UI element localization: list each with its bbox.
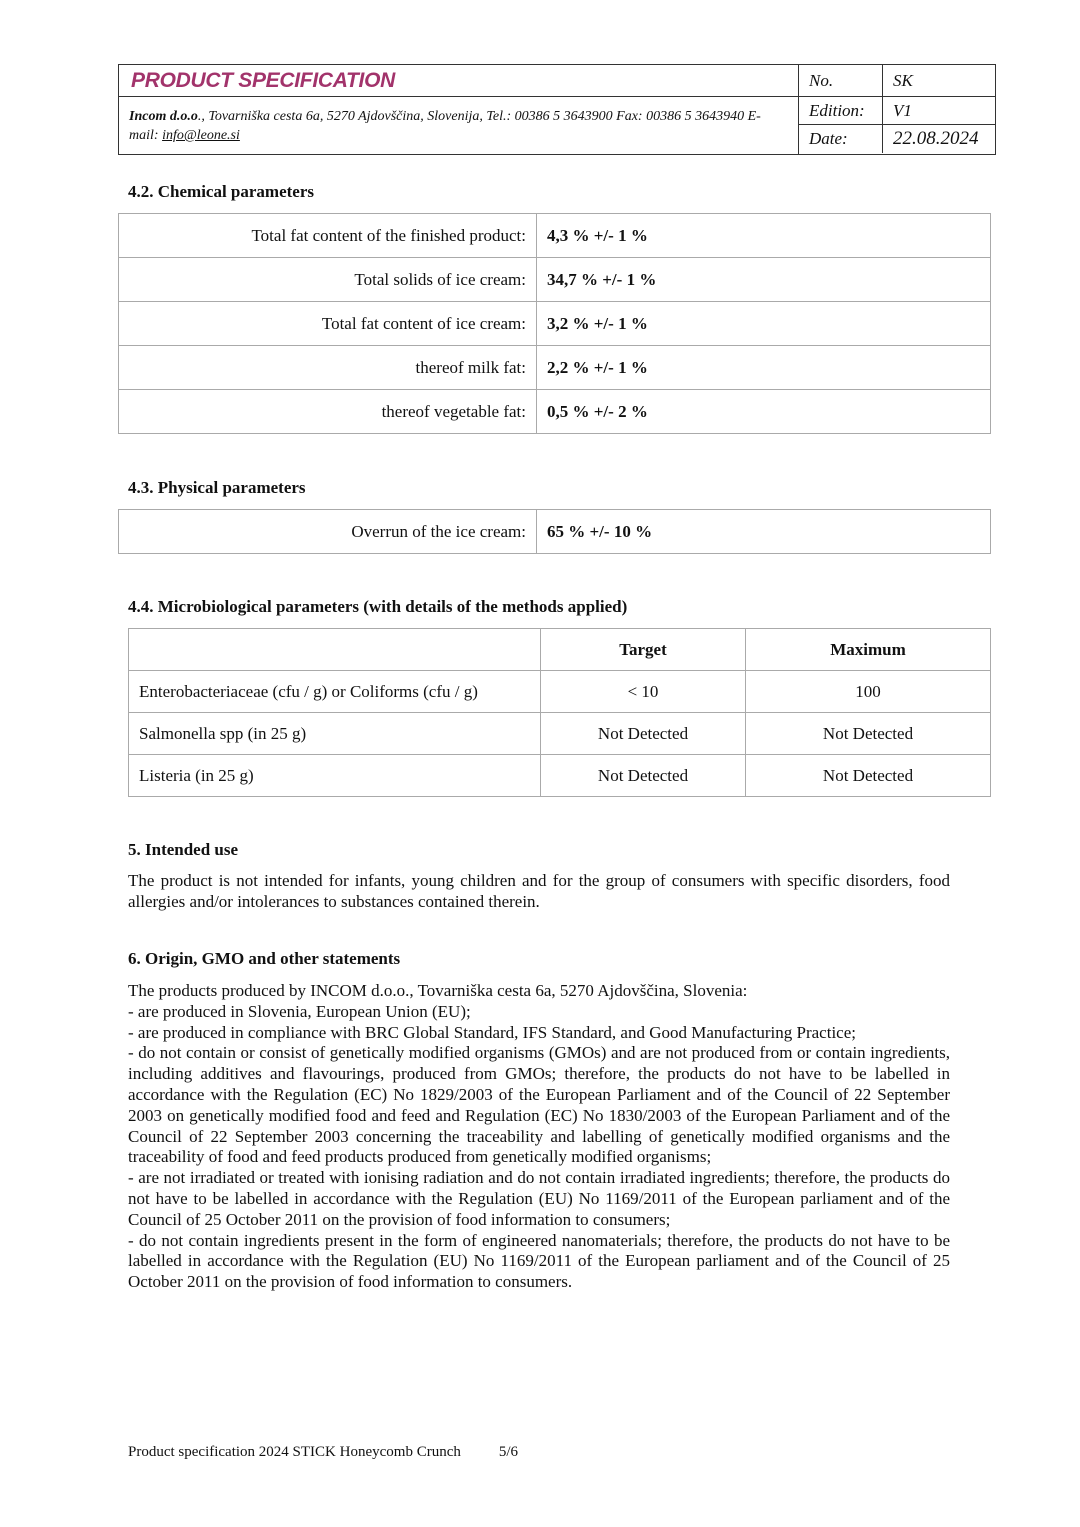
header-meta	[799, 65, 995, 154]
company-name: Incom d.o.o	[129, 109, 198, 124]
email-link[interactable]: info@leone.si	[162, 128, 240, 143]
origin-statement: - are produced in Slovenia, European Union (EU);	[128, 1001, 471, 1021]
micro-table	[128, 628, 991, 797]
no-value: SK	[893, 71, 913, 90]
param-label: thereof milk fat:	[119, 346, 537, 390]
organism-name: Listeria (in 25 g)	[129, 755, 541, 797]
param-value: 65 % +/- 10 %	[537, 510, 991, 554]
micro-section-title: 4.4. Microbiological parameters (with details of the methods applied)	[128, 597, 628, 616]
target-value: Not Detected	[541, 713, 746, 755]
param-value: 2,2 % +/- 1 %	[537, 346, 991, 390]
footer-text: Product specification 2024 STICK Honeycomb Crunch	[128, 1444, 461, 1460]
origin-statement: - do not contain or consist of genetically modified organisms (GMOs) and are not produced from or contain ingredients, including additives and flavourings, produced from GMOs; therefore, the products do not have to be labelled in accordance with the Regulation (EC) No 1829/2003 of the European Parliament and of the Council of 22 September 2003 on genetically modified food and feed and Regulation (EC) No 1830/2003 of the European Parliament and of the Council of 22 September 2003 concerning the traceability and labelling of genetically modified organisms and the traceability of food and feed products produced from genetically modified organisms;	[128, 1043, 950, 1167]
organism-name: Salmonella spp (in 25 g)	[129, 713, 541, 755]
date-value: 22.08.2024	[893, 128, 979, 149]
table-row	[119, 510, 991, 554]
chemical-section-title: 4.2. Chemical parameters	[128, 182, 315, 201]
company-details: ., Tovarniška cesta 6a, 5270 Ajdovščina, Slovenija, Tel.: 00386 5 3643900 Fax: 00386 5 3643940 E-mail:	[129, 109, 761, 143]
intended-use-title: 5. Intended use	[128, 840, 239, 859]
no-label: No.	[799, 65, 883, 96]
maximum-column-header: Maximum	[746, 629, 991, 671]
param-label: thereof vegetable fat:	[119, 390, 537, 434]
param-value: 0,5 % +/- 2 %	[537, 390, 991, 434]
physical-table	[118, 509, 991, 554]
table-row	[129, 671, 991, 713]
page-footer	[128, 1444, 518, 1461]
empty-header-cell	[129, 629, 541, 671]
param-value: 3,2 % +/- 1 %	[537, 302, 991, 346]
document-title: PRODUCT SPECIFICATION	[119, 65, 798, 97]
table-row	[129, 755, 991, 797]
document-header	[118, 64, 996, 155]
page-number: 5/6	[498, 1444, 519, 1460]
param-label: Total fat content of the finished product:	[119, 214, 537, 258]
table-row	[119, 214, 991, 258]
origin-statement: - are not irradiated or treated with ionising radiation and do not contain irradiated ingredients; therefore, the products do not have to be labelled in accordance with the Regulation (EU) No 1169/2011 of the European parliament and of the Council of 25 October 2011 on the provision of food information to consumers;	[128, 1168, 950, 1229]
header-left	[119, 65, 799, 154]
maximum-value: 100	[746, 671, 991, 713]
maximum-value: Not Detected	[746, 755, 991, 797]
param-label: Total solids of ice cream:	[119, 258, 537, 302]
target-value: Not Detected	[541, 755, 746, 797]
intended-use-text: The product is not intended for infants, young children and for the group of consumers with specific disorders, food allergies and/or intolerances to substances contained therein.	[128, 871, 950, 911]
param-value: 34,7 % +/- 1 %	[537, 258, 991, 302]
table-header-row	[129, 629, 991, 671]
meta-row-edition	[799, 97, 995, 125]
edition-label: Edition:	[799, 97, 883, 124]
origin-statement: - do not contain ingredients present in the form of engineered nanomaterials; therefore, the products do not have to be labelled in accordance with the Regulation (EU) No 1169/2011 of the European parliament and of the Council of 25 October 2011 on the provision of food information to consumers.	[128, 1230, 950, 1292]
target-value: < 10	[541, 671, 746, 713]
table-row	[119, 258, 991, 302]
table-row	[119, 302, 991, 346]
meta-row-no	[799, 65, 995, 97]
param-label: Overrun of the ice cream:	[119, 510, 537, 554]
organism-name: Enterobacteriaceae (cfu / g) or Coliforms (cfu / g)	[129, 671, 541, 713]
company-info	[119, 97, 798, 145]
meta-row-date	[799, 125, 995, 153]
param-value: 4,3 % +/- 1 %	[537, 214, 991, 258]
param-label: Total fat content of ice cream:	[119, 302, 537, 346]
target-column-header: Target	[541, 629, 746, 671]
origin-intro: The products produced by INCOM d.o.o., Tovarniška cesta 6a, 5270 Ajdovščina, Slovenia:	[128, 981, 748, 1000]
origin-statement: - are produced in compliance with BRC Global Standard, IFS Standard, and Good Manufacturing Practice;	[128, 1022, 856, 1042]
table-row	[119, 346, 991, 390]
origin-statements	[128, 981, 950, 1293]
physical-section-title: 4.3. Physical parameters	[128, 478, 306, 497]
edition-value: V1	[893, 101, 912, 120]
origin-section-title: 6. Origin, GMO and other statements	[128, 949, 401, 968]
table-row	[119, 390, 991, 434]
maximum-value: Not Detected	[746, 713, 991, 755]
chemical-table	[118, 213, 991, 434]
table-row	[129, 713, 991, 755]
date-label: Date:	[799, 125, 883, 153]
